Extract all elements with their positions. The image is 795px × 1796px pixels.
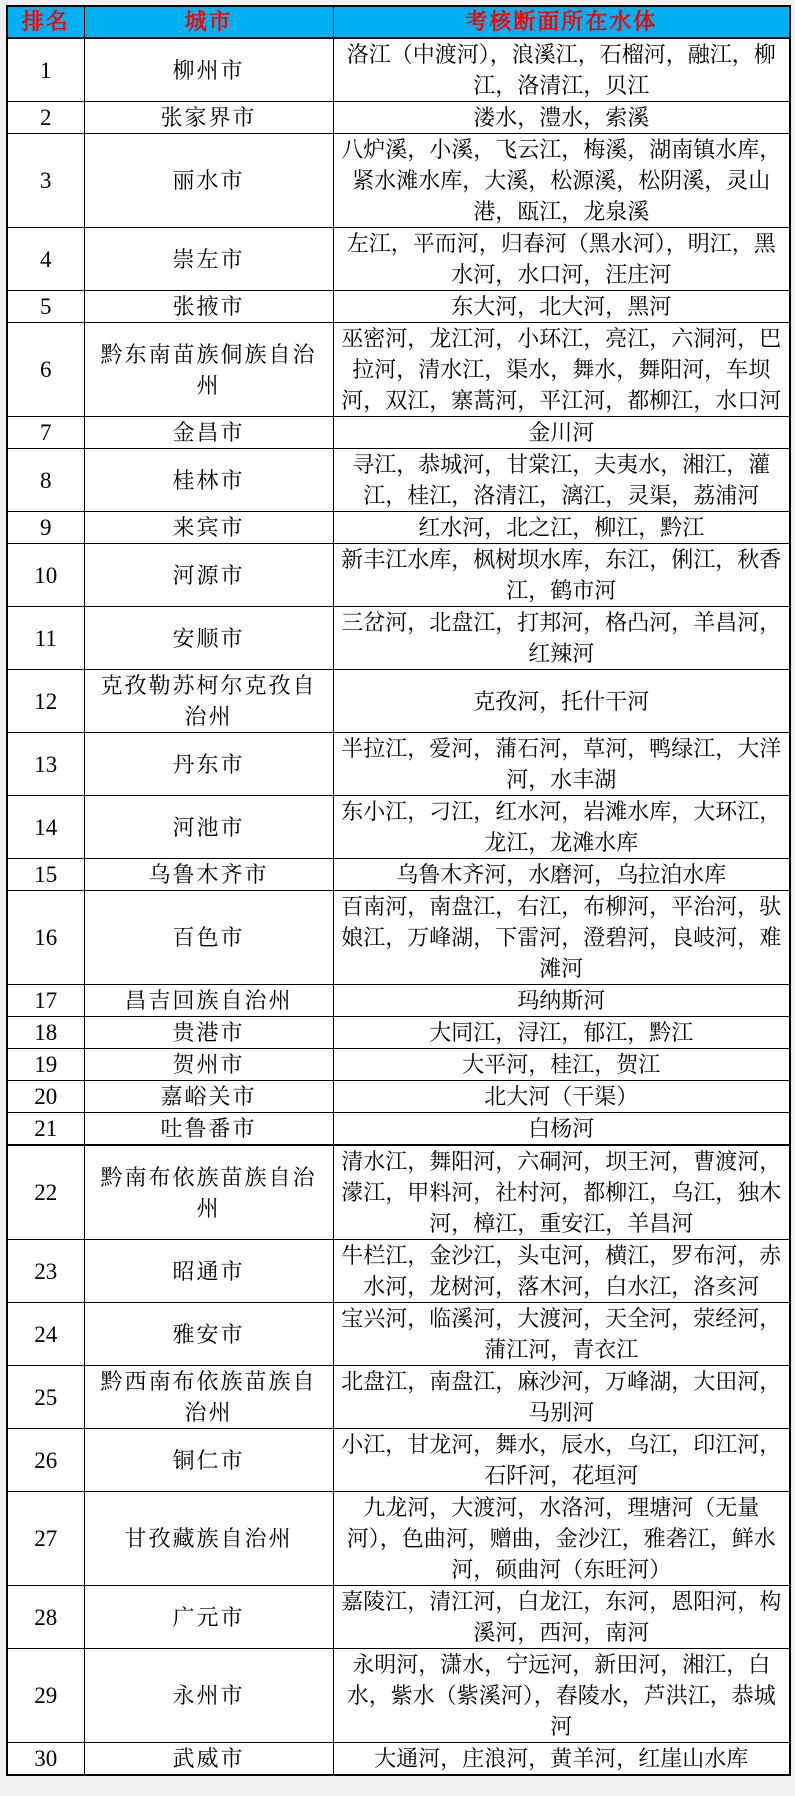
waters-cell: 清水江，舞阳河，六硐河，坝王河，曹渡河，濛江，甲料河，社村河，都柳江，乌江，独木河，樟江，重安江，羊昌河 (333, 1145, 790, 1240)
table-header (7, 6, 790, 38)
waters-cell: 小江，甘龙河，舞水，辰水，乌江，印江河，石阡河，花垣河 (333, 1429, 790, 1492)
waters-cell: 乌鲁木齐河，水磨河，乌拉泊水库 (333, 859, 790, 891)
city-cell: 甘孜藏族自治州 (84, 1492, 333, 1586)
rank-cell: 25 (7, 1366, 84, 1429)
rank-cell: 29 (7, 1649, 84, 1743)
rank-cell: 7 (7, 417, 84, 449)
waters-cell: 永明河，潇水，宁远河，新田河，湘江，白水，紫水（紫溪河），舂陵水，芦洪江，恭城河 (333, 1649, 790, 1743)
city-cell: 铜仁市 (84, 1429, 333, 1492)
waters-cell: 左江，平而河，归春河（黑水河），明江，黑水河，水口河，汪庄河 (333, 228, 790, 291)
waters-cell: 东小江，刁江，红水河，岩滩水库，大环江，龙江，龙滩水库 (333, 796, 790, 859)
rank-cell: 18 (7, 1017, 84, 1049)
table-body (7, 38, 790, 1775)
rank-cell: 23 (7, 1240, 84, 1303)
header-waters: 考核断面所在水体 (333, 6, 790, 38)
rank-cell: 22 (7, 1145, 84, 1240)
waters-cell: 牛栏江，金沙江，头屯河，横江，罗布河，赤水河，龙树河，落木河，白水江，洛亥河 (333, 1240, 790, 1303)
rank-cell: 9 (7, 512, 84, 544)
waters-cell: 溇水，澧水，索溪 (333, 102, 790, 134)
waters-cell: 大同江，浔江，郁江，黔江 (333, 1017, 790, 1049)
waters-cell: 宝兴河，临溪河，大渡河，天全河，荥经河，蒲江河，青衣江 (333, 1303, 790, 1366)
table-row (7, 38, 790, 102)
rank-cell: 13 (7, 733, 84, 796)
table-row (7, 102, 790, 134)
city-cell: 张掖市 (84, 291, 333, 323)
waters-cell: 新丰江水库，枫树坝水库，东江，俐江，秋香江，鹤市河 (333, 544, 790, 607)
table-row (7, 417, 790, 449)
table-row (7, 1145, 790, 1240)
table-row (7, 1586, 790, 1649)
city-cell: 黔西南布依族苗族自治州 (84, 1366, 333, 1429)
waters-cell: 北盘江，南盘江，麻沙河，万峰湖，大田河，马别河 (333, 1366, 790, 1429)
city-cell: 崇左市 (84, 228, 333, 291)
city-cell: 昭通市 (84, 1240, 333, 1303)
rank-cell: 24 (7, 1303, 84, 1366)
table-row (7, 733, 790, 796)
waters-cell: 白杨河 (333, 1113, 790, 1146)
table-row (7, 544, 790, 607)
city-cell: 武威市 (84, 1743, 333, 1776)
waters-cell: 百南河，南盘江，右江，布柳河，平治河，驮娘江，万峰湖，下雷河，澄碧河，良岐河，难滩河 (333, 891, 790, 985)
table-row (7, 1017, 790, 1049)
city-cell: 贵港市 (84, 1017, 333, 1049)
table-row (7, 1429, 790, 1492)
waters-cell: 三岔河，北盘江，打邦河，格凸河，羊昌河，红辣河 (333, 607, 790, 670)
city-cell: 百色市 (84, 891, 333, 985)
city-cell: 永州市 (84, 1649, 333, 1743)
rank-cell: 11 (7, 607, 84, 670)
table-row (7, 1081, 790, 1113)
table-row (7, 449, 790, 512)
table-row (7, 512, 790, 544)
header-rank: 排名 (7, 6, 84, 38)
rank-cell: 17 (7, 985, 84, 1017)
rank-cell: 8 (7, 449, 84, 512)
rank-cell: 6 (7, 323, 84, 417)
city-cell: 安顺市 (84, 607, 333, 670)
rank-cell: 12 (7, 670, 84, 733)
waters-cell: 大通河，庄浪河，黄羊河，红崖山水库 (333, 1743, 790, 1776)
waters-cell: 克孜河，托什干河 (333, 670, 790, 733)
city-cell: 丽水市 (84, 134, 333, 228)
table-row (7, 1113, 790, 1146)
city-cell: 金昌市 (84, 417, 333, 449)
rank-cell: 16 (7, 891, 84, 985)
rank-cell: 14 (7, 796, 84, 859)
city-cell: 乌鲁木齐市 (84, 859, 333, 891)
waters-cell: 洛江（中渡河），浪溪江，石榴河，融江，柳江，洛清江，贝江 (333, 38, 790, 102)
waters-cell: 半拉江，爱河，蒲石河，草河，鸭绿江，大洋河，水丰湖 (333, 733, 790, 796)
waters-cell: 东大河，北大河，黑河 (333, 291, 790, 323)
rank-cell: 30 (7, 1743, 84, 1776)
city-cell: 河池市 (84, 796, 333, 859)
city-cell: 河源市 (84, 544, 333, 607)
waters-cell: 北大河（干渠） (333, 1081, 790, 1113)
table-row (7, 134, 790, 228)
rank-cell: 28 (7, 1586, 84, 1649)
waters-cell: 红水河，北之江，柳江，黔江 (333, 512, 790, 544)
table-row (7, 1240, 790, 1303)
city-cell: 昌吉回族自治州 (84, 985, 333, 1017)
table-row (7, 607, 790, 670)
rank-cell: 15 (7, 859, 84, 891)
rank-cell: 20 (7, 1081, 84, 1113)
rank-cell: 19 (7, 1049, 84, 1081)
waters-cell: 嘉陵江，清江河，白龙江，东河，恩阳河，构溪河，西河，南河 (333, 1586, 790, 1649)
rank-cell: 1 (7, 38, 84, 102)
rank-cell: 10 (7, 544, 84, 607)
table-row (7, 1492, 790, 1586)
table-row (7, 291, 790, 323)
city-cell: 广元市 (84, 1586, 333, 1649)
waters-cell: 八炉溪，小溪，飞云江，梅溪，湖南镇水库，紧水滩水库，大溪，松源溪，松阴溪，灵山港，瓯江，龙泉溪 (333, 134, 790, 228)
table-row (7, 796, 790, 859)
table-row (7, 1649, 790, 1743)
table-row (7, 891, 790, 985)
city-cell: 黔东南苗族侗族自治州 (84, 323, 333, 417)
waters-cell: 巫密河，龙江河，小环江，亮江，六洞河，巴拉河，清水江，渠水，舞水，舞阳河，车坝河，双江，寨蒿河，平江河，都柳江，水口河 (333, 323, 790, 417)
table-row (7, 859, 790, 891)
city-cell: 柳州市 (84, 38, 333, 102)
city-cell: 嘉峪关市 (84, 1081, 333, 1113)
city-cell: 克孜勒苏柯尔克孜自治州 (84, 670, 333, 733)
city-cell: 桂林市 (84, 449, 333, 512)
rank-cell: 3 (7, 134, 84, 228)
rank-cell: 2 (7, 102, 84, 134)
rank-cell: 27 (7, 1492, 84, 1586)
city-cell: 张家界市 (84, 102, 333, 134)
waters-cell: 大平河，桂江，贺江 (333, 1049, 790, 1081)
waters-cell: 玛纳斯河 (333, 985, 790, 1017)
rank-cell: 26 (7, 1429, 84, 1492)
city-cell: 黔南布依族苗族自治州 (84, 1145, 333, 1240)
table-row (7, 228, 790, 291)
table-row (7, 985, 790, 1017)
city-cell: 来宾市 (84, 512, 333, 544)
waters-cell: 九龙河，大渡河，水洛河，理塘河（无量河），色曲河，赠曲，金沙江，雅砻江，鲜水河，硕曲河（东旺河） (333, 1492, 790, 1586)
table-row (7, 670, 790, 733)
city-water-ranking-table (6, 5, 791, 1776)
waters-cell: 寻江，恭城河，甘棠江，夫夷水，湘江，灌江，桂江，洛清江，漓江，灵渠，荔浦河 (333, 449, 790, 512)
city-cell: 吐鲁番市 (84, 1113, 333, 1146)
table-row (7, 1049, 790, 1081)
rank-cell: 4 (7, 228, 84, 291)
header-row (7, 6, 790, 38)
rank-cell: 5 (7, 291, 84, 323)
city-cell: 丹东市 (84, 733, 333, 796)
header-city: 城市 (84, 6, 333, 38)
city-cell: 贺州市 (84, 1049, 333, 1081)
rank-cell: 21 (7, 1113, 84, 1146)
table-row (7, 1303, 790, 1366)
table-row (7, 323, 790, 417)
city-cell: 雅安市 (84, 1303, 333, 1366)
table-row (7, 1743, 790, 1776)
table-row (7, 1366, 790, 1429)
waters-cell: 金川河 (333, 417, 790, 449)
